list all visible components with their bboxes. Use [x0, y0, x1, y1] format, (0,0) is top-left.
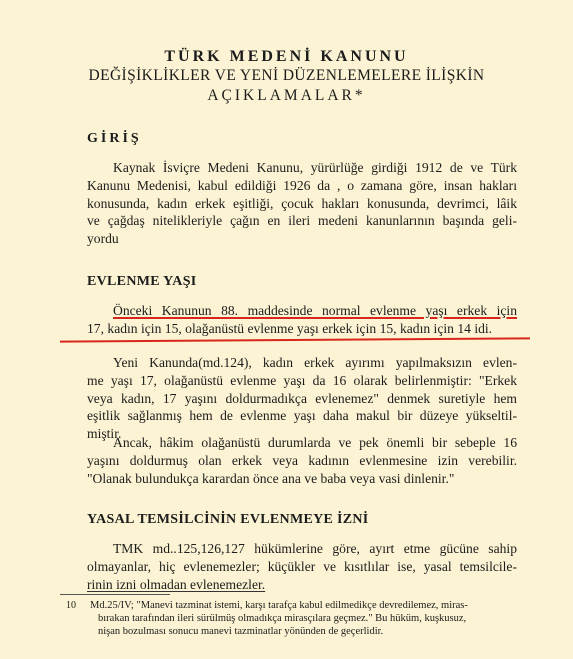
paragraph-line: veya kadın, 17 yaşını doldurmadıkça evlenemez" denmek suretiyle hem	[87, 390, 517, 406]
footnote-number: 10	[66, 600, 76, 611]
paragraph-line: miştir.	[87, 426, 122, 442]
footnote-divider	[60, 594, 170, 595]
section-heading-yasal-temsilci: YASAL TEMSİLCİNİN EVLENMEYE İZNİ	[87, 512, 369, 527]
footnote-line: Md.25/IV; "Manevi tazminat istemi, karşı tarafça kabul edilmedikçe devredilemez, miras-	[90, 600, 468, 611]
paragraph-line: konusunda, kadın erkek eşitliği, çocuk hakları konusunda, devrimci, lâik	[87, 195, 517, 211]
paragraph-line: eşitlik sağlanmış hem de evlenme yaşı daha makul bir düzeye yükseltil-	[87, 408, 517, 424]
paragraph-line: me yaşı 17, olağanüstü evlenme yaşı da 16 olarak belirlenmiştir: "Erkek	[87, 372, 517, 388]
document-title-line-2: DEĞİŞİKLİKLER VE YENİ DÜZENLEMELERE İLİŞKİN	[88, 67, 485, 84]
underlined-text: rinin izni olmadan evlenemezler.	[87, 576, 266, 592]
paragraph-giris	[87, 159, 517, 248]
paragraph-line: 17, kadın için 15, olağanüstü evlenme yaşı erkek için 15, kadın için 14 idi.	[87, 320, 493, 336]
paragraph-line: ve çağdaş nitelikleriyle çağın en ileri medeni kanunlarının başında geli-	[87, 213, 517, 229]
section-heading-giris: GİRİŞ	[87, 131, 142, 146]
paragraph-line: Ancak, hâkim olağanüstü durumlarda ve pek önemli bir sebeple 16	[113, 435, 517, 450]
paragraph-yasal-temsilci	[87, 540, 517, 593]
paragraph-line	[87, 302, 517, 320]
red-underlined-text: Önceki Kanunun 88. maddesinde normal evlenme yaşı erkek için	[113, 303, 517, 318]
paragraph-line: Kanunu Medenisi, kabul edildiği 1926 da , o zamana göre, insan hakları	[87, 177, 517, 193]
paragraph-line: Kaynak İsviçre Medeni Kanunu, yürürlüğe girdiği 1912 de ve Türk	[113, 160, 517, 175]
paragraph-line: Yeni Kanunda(md.124), kadın erkek ayırımı yapılmaksızın evlen-	[113, 355, 517, 370]
paragraph-evlenme-3	[87, 434, 517, 487]
paragraph-line: TMK md..125,126,127 hükümlerine göre, ayırt etme gücüne sahip	[113, 541, 517, 556]
footnote-text	[90, 599, 530, 638]
paragraph-line	[87, 576, 517, 594]
paragraph-evlenme-2	[87, 354, 517, 443]
footnote-line: nişan bozulması sonucu manevi tazminatlar yönünden de geçerlidir.	[98, 626, 384, 637]
paragraph-evlenme-1	[87, 302, 517, 338]
paragraph-line: "Olanak bulundukça karardan önce ana ve baba veya vasi dinlenir."	[87, 470, 455, 486]
paragraph-line: yaşını doldurmuş olan erkek veya kadının evlenmesine izin verebilir.	[87, 452, 517, 468]
red-underline-mark	[60, 337, 530, 342]
paragraph-line: olmayanlar, hiç evlenemezler; küçükler ve kısıtlılar ise, yasal temsilcile-	[87, 558, 517, 574]
footnote-line: bırakan tarafından ileri sürülmüş olmadıkça mirasçılara geçmez." Bu hüküm, kuşkusuz,	[98, 613, 467, 624]
section-heading-evlenme-yasi: EVLENME YAŞI	[87, 274, 197, 289]
document-title-line-3: AÇIKLAMALAR*	[207, 87, 366, 104]
document-title-line-1: TÜRK MEDENİ KANUNU	[164, 48, 409, 65]
paragraph-line: yordu	[87, 231, 119, 247]
